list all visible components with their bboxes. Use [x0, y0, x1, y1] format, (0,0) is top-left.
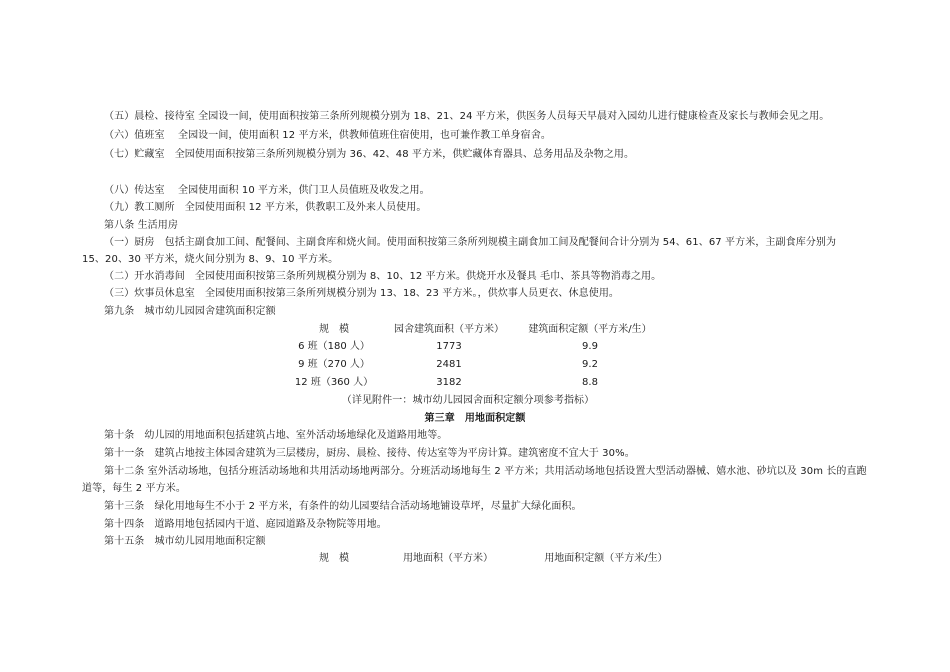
article-14: 第十四条 道路用地包括园内干道、庭园道路及杂物院等用地。	[104, 519, 387, 530]
article-10: 第十条 幼儿园的用地面积包括建筑占地、室外活动场地绿化及道路用地等。	[104, 430, 448, 441]
paragraph-storage-room: （七）贮藏室 全园使用面积按第三条所列规模分别为 36、42、48 平方米，供贮藏体育器具、总务用品及杂物之用。	[104, 149, 635, 160]
table9-row2-area: 2481	[436, 359, 462, 370]
table9-row1-scale: 6 班（180 人）	[298, 341, 370, 352]
paragraph-reception-room: （五）晨检、接待室 全园设一间，使用面积按第三条所列规模分别为 18、21、24 平方米，供医务人员每天早晨对入园幼儿进行健康检查及家长与教师会见之用。	[104, 111, 830, 122]
paragraph-kitchen-line1: （一）厨房 包括主副食加工间、配餐间、主副食库和烧火间。使用面积按第三条所列规模主副食加工间及配餐间合计分别为 54、61、67 平方米，主副食库分别为	[104, 237, 837, 248]
table9-note: （详见附件一：城市幼儿园园舍面积定额分项参考指标）	[341, 395, 595, 406]
table9-row3-area: 3182	[436, 377, 462, 388]
article-9-heading: 第九条 城市幼儿园园舍建筑面积定额	[104, 306, 276, 317]
table9-header-quota: 建筑面积定额（平方米/生）	[528, 324, 652, 335]
article-8-heading: 第八条 生活用房	[104, 220, 178, 231]
table9-row1-area: 1773	[436, 341, 462, 352]
paragraph-gatehouse: （八）传达室 全园使用面积 10 平方米，供门卫人员值班及收发之用。	[104, 185, 430, 196]
paragraph-kitchen-line2: 15、20、30 平方米，烧火间分别为 8、9、10 平方米。	[82, 254, 339, 265]
article-13: 第十三条 绿化用地每生不小于 2 平方米，有条件的幼儿园要结合活动场地铺设草坪，尽量扩大绿化面积。	[104, 501, 582, 512]
table9-row2-scale: 9 班（270 人）	[298, 359, 370, 370]
paragraph-cook-rest-room: （三）炊事员休息室 全园使用面积按第三条所列规模分别为 13、18、23 平方米。，供炊事人员更衣、休息使用。	[104, 288, 620, 299]
table15-header-quota: 用地面积定额（平方米/生）	[544, 553, 668, 564]
table9-header-area: 园舍建筑面积（平方米）	[394, 324, 504, 335]
table9-row1-quota: 9.9	[582, 341, 598, 352]
article-11: 第十一条 建筑占地按主体园舍建筑为三层楼房，厨房、晨检、接待、传达室等为平房计算。建筑密度不宜大于 30%。	[104, 448, 635, 459]
table9-row2-quota: 9.2	[582, 359, 598, 370]
table15-header-scale: 规 模	[319, 553, 349, 564]
table9-row3-scale: 12 班（360 人）	[294, 377, 374, 388]
article-12-line1: 第十二条 室外活动场地，包括分班活动场地和共用活动场地两部分。分班活动场地每生 2 平方米；共用活动场地包括设置大型活动器械、嬉水池、砂坑以及 30m 长的直跑	[104, 466, 867, 477]
paragraph-duty-room: （六）值班室 全园设一间，使用面积 12 平方米，供教师值班住宿使用，也可兼作教工单身宿舍。	[104, 130, 551, 141]
paragraph-staff-toilet: （九）教工厕所 全园使用面积 12 平方米，供教职工及外来人员使用。	[104, 202, 427, 213]
paragraph-disinfection-room: （二）开水消毒间 全园使用面积按第三条所列规模分别为 8、10、12 平方米。供烧开水及餐具 毛巾、茶具等物消毒之用。	[104, 271, 662, 282]
chapter-3-title: 第三章 用地面积定额	[424, 413, 526, 424]
article-12-line2: 道等，每生 2 平方米。	[82, 483, 186, 494]
table15-header-area: 用地面积（平方米）	[403, 553, 493, 564]
table9-row3-quota: 8.8	[582, 377, 598, 388]
table9-header-scale: 规 模	[319, 324, 349, 335]
article-15-heading: 第十五条 城市幼儿园用地面积定额	[104, 536, 266, 547]
